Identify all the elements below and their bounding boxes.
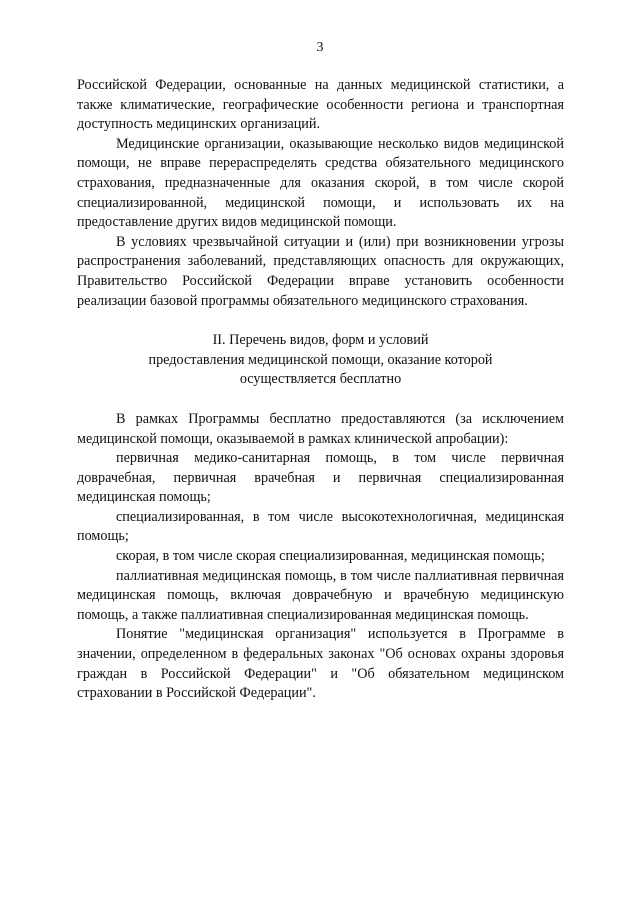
paragraph: Российской Федерации, основанные на данных медицинской статистики, а также климатические, географические особенности региона и транспортная доступность медицинских организаций. — [77, 77, 564, 133]
page-number: 3 — [316, 40, 324, 55]
document-body — [77, 76, 564, 704]
list-item: скорая, в том числе скорая специализированная, медицинская помощь; — [116, 548, 545, 565]
section-heading-line: предоставления медицинской помощи, оказание которой — [148, 351, 493, 368]
paragraph: Медицинские организации, оказывающие несколько видов медицинской помощи, не вправе перераспределять средства обязательного медицинского страхования, предназначенные для оказания скорой, в том числе скорой специализированной, медицинской помощи, и использовать их на предоставление других видов медицинской помощи. — [77, 135, 564, 231]
paragraph: В условиях чрезвычайной ситуации и (или) при возникновении угрозы распространения заболеваний, представляющих опасность для окружающих, Правительство Российской Федерации вправе установить особенности реализации базовой программы обязательного медицинского страхования. — [77, 233, 564, 309]
paragraph: В рамках Программы бесплатно предоставляются (за исключением медицинской помощи, оказываемой в рамках клинической апробации): — [77, 410, 564, 447]
section-heading-line: осуществляется бесплатно — [239, 371, 402, 388]
paragraph: Понятие "медицинская организация" используется в Программе в значении, определенном в федеральных законах "Об основах охраны здоровья граждан в Российской Федерации" и "Об обязательном медицинском страховании в Российской Федерации". — [77, 626, 564, 702]
list-item: специализированная, в том числе высокотехнологичная, медицинская помощь; — [77, 508, 564, 545]
list-item: первичная медико-санитарная помощь, в том числе первичная доврачебная, первичная врачебная и первичная специализированная медицинская помощь; — [77, 450, 564, 506]
list-item: паллиативная медицинская помощь, в том числе паллиативная первичная медицинская помощь, включая доврачебную и врачебную медицинскую помощь, а также паллиативная специализированная медицинская помощь. — [77, 567, 564, 623]
section-heading — [77, 331, 564, 390]
section-heading-line: II. Перечень видов, форм и условий — [212, 332, 429, 349]
